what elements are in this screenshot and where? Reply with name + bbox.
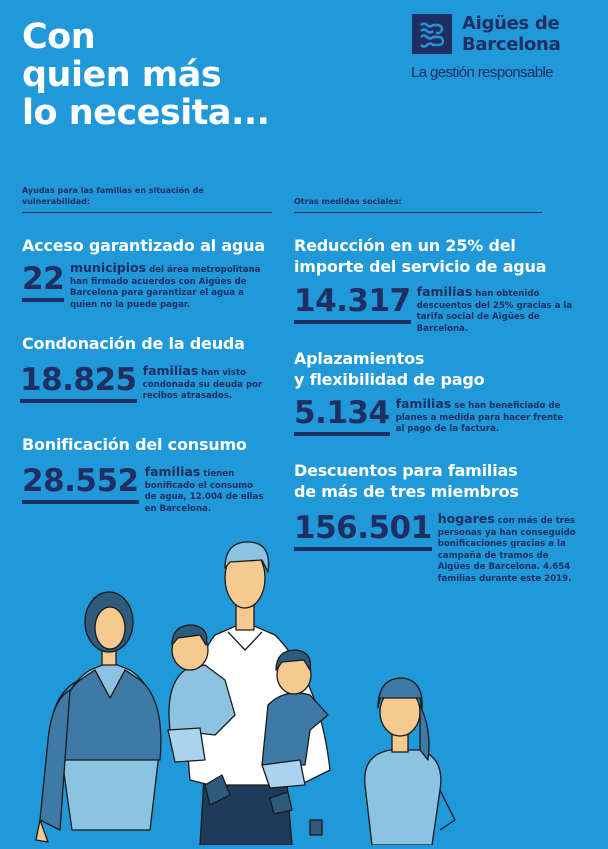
stat-number: 28.552 [22, 466, 139, 504]
title-line-2: quien más [22, 55, 222, 95]
title-line: de más de tres miembros [294, 482, 519, 501]
section-title-bonificacion: Bonificación del consumo [22, 435, 247, 454]
stat-number: 14.317 [294, 286, 411, 324]
page-title [22, 18, 269, 132]
title-line-3: lo necesita... [22, 93, 270, 133]
right-column-heading: Otras medidas sociales: [294, 196, 542, 213]
section-title-condonacion: Condonación de la deuda [22, 334, 245, 353]
stat-description [396, 398, 571, 436]
stat-text: han obtenido descuentos del 25% gracias a la tarifa social de Aigües de Barcelona. [416, 289, 573, 334]
stat-highlight: hogares [437, 511, 495, 526]
section-title-reduccion [294, 235, 546, 277]
stat-acceso [22, 260, 270, 311]
stat-highlight: familias [142, 363, 199, 378]
aigues-logo-icon [412, 14, 452, 54]
stat-text: tienen bonificado el consumo de agua, 12.004 de ellas en Barcelona. [144, 469, 264, 514]
stat-highlight: familias [144, 464, 201, 479]
section-title-acceso: Acceso garantizado al agua [22, 236, 265, 255]
section-title-descuentos [294, 460, 519, 502]
stat-text: del área metropolitana han firmado acuerdos con Aigües de Barcelona para garantizar el agua a quien no la puede pagar. [70, 265, 261, 310]
family-illustration [0, 530, 608, 845]
stat-number: 22 [22, 264, 64, 302]
stat-text: con más de tres personas ya han conseguido bonificaciones gracias a la campaña de tramos de Aigües de Barcelona. 4.654 familias durante este 2019. [437, 516, 576, 584]
stat-description [143, 365, 273, 403]
stat-number: 18.825 [20, 365, 137, 403]
stat-condonacion [20, 362, 273, 403]
stat-reduccion [294, 283, 592, 335]
title-line: importe del servicio de agua [294, 257, 547, 276]
title-line: y flexibilidad de pago [294, 370, 485, 389]
left-column-heading: Ayudas para las familias en situación de vulnerabilidad: [22, 185, 272, 213]
title-line: Reducción en un 25% del [294, 236, 516, 255]
stat-highlight: familias [416, 284, 473, 299]
title-line: Aplazamientos [294, 349, 425, 368]
stat-text: han visto condonada su deuda por recibos atrasados. [142, 368, 263, 401]
title-line-1: Con [22, 17, 96, 57]
girl-figure [365, 678, 455, 845]
brand-tagline: La gestión responsable [411, 64, 553, 81]
stat-number: 5.134 [294, 398, 390, 436]
brand-name-line-1: Aigües de [462, 13, 560, 34]
mother-figure [36, 592, 161, 842]
title-line: Descuentos para familias [294, 461, 518, 480]
section-title-aplazamientos [294, 348, 484, 390]
stat-text: se han beneficiado de planes a medida para hacer frente al pago de la factura. [395, 401, 564, 434]
stat-aplazamientos [294, 395, 571, 436]
brand-name [462, 13, 560, 55]
stat-description [145, 466, 265, 515]
stat-description [70, 262, 270, 311]
stat-highlight: municipios [70, 260, 147, 275]
stat-number: 156.501 [294, 513, 432, 551]
brand-name-line-2: Barcelona [462, 34, 561, 55]
stat-description [417, 286, 592, 335]
stat-highlight: familias [395, 396, 452, 411]
stat-bonificacion [22, 463, 265, 515]
